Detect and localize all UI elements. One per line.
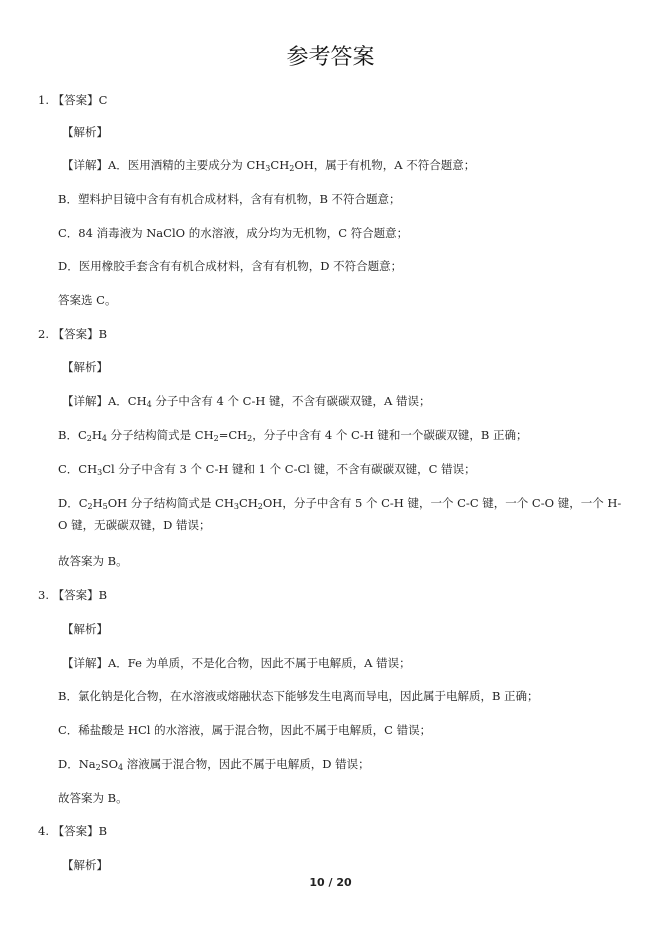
q1-analysis-label: 【解析】 (62, 125, 108, 139)
q2-analysis-label: 【解析】 (62, 360, 108, 374)
q1-detail-d: D．医用橡胶手套含有有机合成材料，含有有机物，D 不符合题意； (58, 259, 403, 273)
q2-detail-d: D．$C_2H_5OH$ 分子结构简式是 $CH_3CH_2OH$，分子中含有 5 个 C-H 键，一个 C-C 键，一个 C-O 键，一个 H-O 键，无碳碳双键，D 错误； (58, 496, 622, 532)
q1-answer: 1. 【答案】C (38, 93, 108, 107)
q3-detail-b: B．氯化钠是化合物，在水溶液或熔融状态下能够发生电离而导电，因此属于电解质，B 正确； (58, 689, 539, 703)
q2-answer: 2. 【答案】B (38, 327, 108, 341)
q2-detail-b: B．$C_2H_4$ 分子结构简式是 $CH_2=CH_2$，分子中含有 4 个 C-H 键和一个碳碳双键，B 正确； (58, 428, 528, 443)
q1-conclusion: 答案选 C。 (58, 293, 117, 307)
q2-conclusion: 故答案为 B。 (58, 554, 128, 568)
q3-detail-c: C．稀盐酸是 HCl 的水溶液，属于混合物，因此不属于电解质，C 错误； (58, 723, 432, 737)
page-number: 10 / 20 (309, 876, 352, 889)
q1-detail-b: B．塑料护目镜中含有有机合成材料，含有有机物，B 不符合题意； (58, 192, 401, 206)
q4-answer: 4. 【答案】B (38, 824, 108, 838)
q3-detail-d: D．$Na_2SO_4$ 溶液属于混合物，因此不属于电解质，D 错误； (58, 757, 370, 772)
q1-detail-c: C．84 消毒液为 NaClO 的水溶液，成分均为无机物，C 符合题意； (58, 226, 409, 240)
q1-detail-a: 【详解】A．医用酒精的主要成分为 $CH_3CH_2OH$，属于有机物，A 不符合题意； (62, 158, 476, 173)
q2-detail-c: C．$CH_3Cl$ 分子中含有 3 个 C-H 键和 1 个 C-Cl 键，不含有碳碳双键，C 错误； (58, 462, 476, 477)
q2-detail-a: 【详解】A．$CH_4$ 分子中含有 4 个 C-H 键，不含有碳碳双键，A 错误； (62, 394, 431, 409)
q4-analysis-label: 【解析】 (62, 858, 108, 872)
page-title: 参考答案 (286, 45, 375, 70)
q3-conclusion: 故答案为 B。 (58, 791, 128, 805)
q3-analysis-label: 【解析】 (62, 622, 108, 636)
q3-answer: 3. 【答案】B (38, 588, 108, 602)
q3-detail-a: 【详解】A．Fe 为单质，不是化合物，因此不属于电解质，A 错误； (62, 656, 411, 670)
